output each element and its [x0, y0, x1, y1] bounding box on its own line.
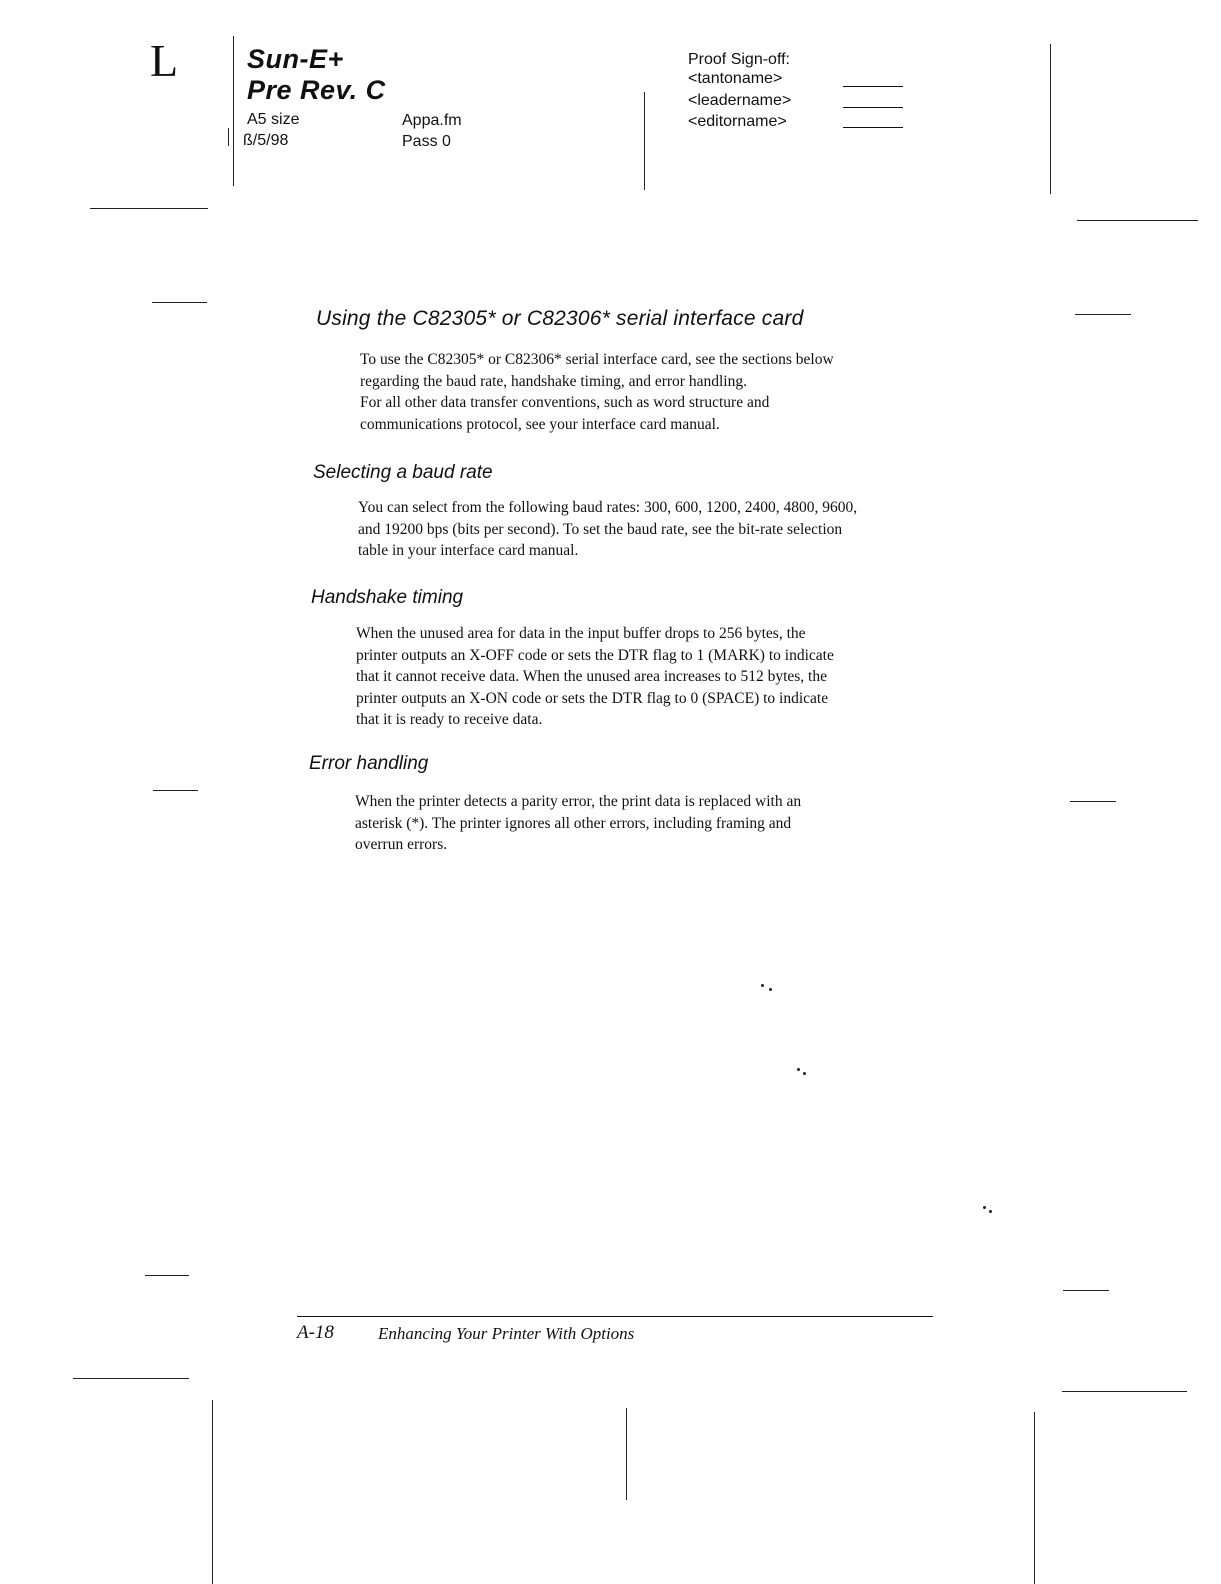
crop-mark-bottom-center	[626, 1408, 627, 1500]
crop-mark-right-1	[1077, 220, 1198, 221]
crop-mark-left-1	[90, 208, 208, 209]
crop-mark-right-2	[1075, 314, 1131, 315]
baud-rate-paragraph	[358, 497, 948, 562]
scan-speck	[989, 1210, 992, 1213]
intro-line: To use the C82305* or C82306* serial interface card, see the sections below	[360, 351, 834, 368]
book-title: Enhancing Your Printer With Options	[378, 1324, 635, 1343]
crop-mark-right-3	[1070, 801, 1116, 802]
intro-line: communications protocol, see your interface card manual.	[360, 415, 720, 433]
signoff-line-tanto	[843, 86, 903, 87]
doc-title-line2: Pre Rev. C	[247, 75, 386, 105]
signoff-name-leader: <leadername>	[688, 92, 792, 109]
paper-size: A5 size	[247, 111, 300, 128]
baud-rate-heading: Selecting a baud rate	[313, 462, 493, 483]
crop-mark-left-5	[73, 1378, 189, 1379]
handshake-line: When the unused area for data in the input buffer drops to 256 bytes, the	[356, 625, 806, 642]
file-name: Appa.fm	[402, 112, 462, 129]
crop-mark-right-4	[1063, 1290, 1109, 1291]
page-number: A-18	[297, 1322, 334, 1343]
scan-speck	[761, 984, 764, 987]
handshake-heading: Handshake timing	[311, 587, 464, 608]
handshake-line: that it is ready to receive data.	[356, 711, 543, 728]
doc-title-line1: Sun-E+	[247, 44, 344, 74]
intro-line: For all other data transfer conventions, such as word structure and	[360, 394, 770, 411]
header-divider-middle	[644, 92, 645, 190]
scan-speck	[769, 988, 772, 991]
signoff-line-editor	[843, 127, 903, 128]
intro-line: regarding the baud rate, handshake timing, and error handling.	[360, 372, 747, 390]
signoff-name-editor: <editorname>	[688, 113, 787, 130]
crop-mark-bottom-right	[1034, 1412, 1035, 1584]
header-divider-right	[1050, 44, 1051, 194]
scan-speck	[803, 1072, 806, 1075]
error-line: overrun errors.	[355, 836, 448, 853]
pass-number: Pass 0	[402, 133, 451, 150]
header-divider-left	[233, 36, 234, 186]
handshake-line: printer outputs an X-ON code or sets the DTR flag to 0 (SPACE) to indicate	[356, 689, 829, 707]
handshake-line: that it cannot receive data. When the unused area increases to 512 bytes, the	[356, 668, 827, 685]
header-tick-mark	[228, 128, 229, 146]
doc-date: ß/5/98	[243, 132, 289, 149]
error-handling-paragraph	[355, 791, 945, 856]
error-handling-heading: Error handling	[309, 753, 429, 774]
crop-mark-bottom-left	[212, 1400, 213, 1584]
signoff-line-leader	[843, 107, 903, 108]
error-line: When the printer detects a parity error, the print data is replaced with an	[355, 793, 802, 810]
scan-speck	[983, 1206, 986, 1209]
handshake-line: printer outputs an X-OFF code or sets the DTR flag to 1 (MARK) to indicate	[356, 646, 834, 664]
baud-line: and 19200 bps (bits per second). To set the baud rate, see the bit-rate selection	[358, 520, 843, 538]
signoff-title: Proof Sign-off:	[688, 51, 790, 68]
crop-mark-left-2	[152, 302, 207, 303]
crop-mark-right-5	[1062, 1391, 1187, 1392]
scan-speck	[797, 1068, 800, 1071]
intro-paragraph	[360, 349, 950, 435]
section-heading: Using the C82305* or C82306* serial interface card	[316, 307, 804, 330]
crop-mark-left-4	[145, 1275, 189, 1276]
crop-mark-left-3	[153, 790, 198, 791]
corner-letter: L	[150, 35, 179, 86]
handshake-paragraph	[356, 623, 946, 731]
footer-rule	[297, 1316, 933, 1317]
baud-line: table in your interface card manual.	[358, 542, 579, 559]
signoff-name-tanto: <tantoname>	[688, 70, 783, 87]
baud-line: You can select from the following baud rates: 300, 600, 1200, 2400, 4800, 9600,	[358, 499, 858, 516]
error-line: asterisk (*). The printer ignores all other errors, including framing and	[355, 814, 792, 832]
